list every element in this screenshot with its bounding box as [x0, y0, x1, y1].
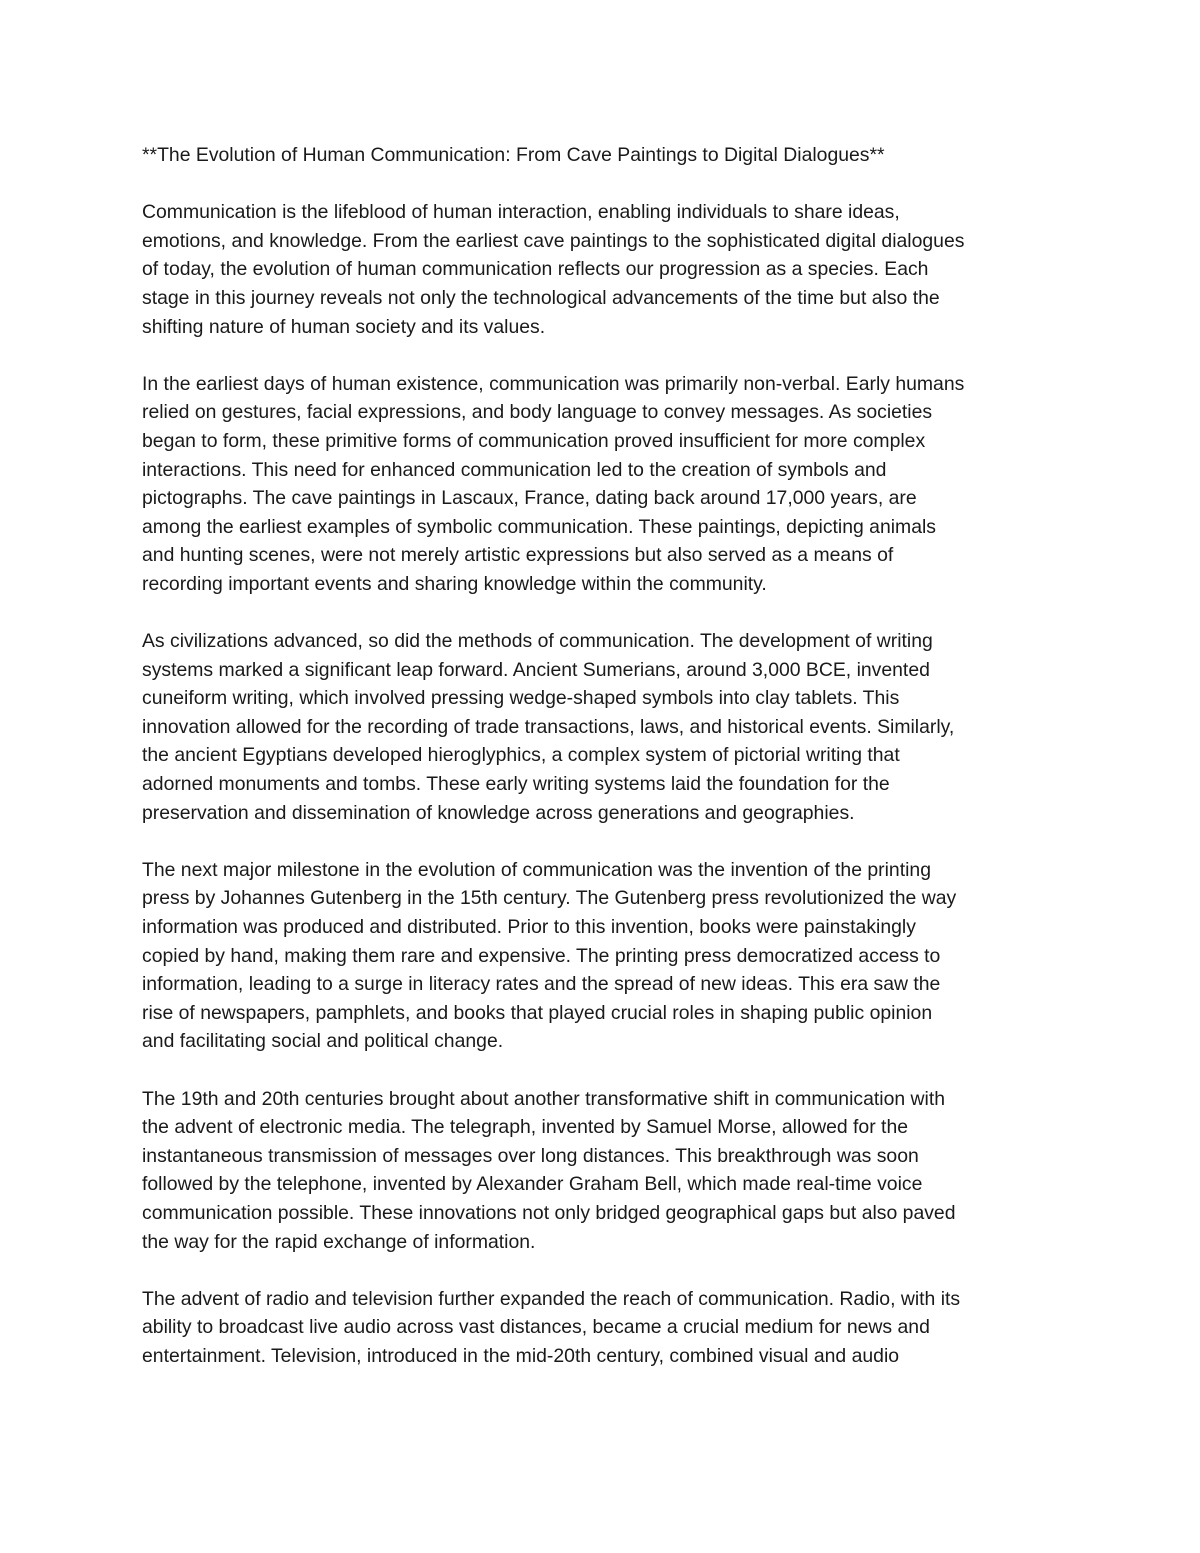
body-paragraph — [142, 198, 1062, 341]
body-paragraph — [142, 1085, 1062, 1257]
paragraph-line: emotions, and knowledge. From the earliest cave paintings to the sophisticated digital dialogues — [142, 229, 965, 252]
paragraph-line: followed by the telephone, invented by Alexander Graham Bell, which made real-time voice — [142, 1173, 923, 1196]
paragraph-line: preservation and dissemination of knowledge across generations and geographies. — [142, 801, 855, 824]
paragraph-line: entertainment. Television, introduced in the mid-20th century, combined visual and audio — [142, 1344, 900, 1367]
body-paragraph — [142, 370, 1062, 599]
paragraph-line: press by Johannes Gutenberg in the 15th century. The Gutenberg press revolutionized the way — [142, 887, 957, 910]
paragraph-line: interactions. This need for enhanced communication led to the creation of symbols and — [142, 458, 887, 481]
paragraph-line: adorned monuments and tombs. These early writing systems laid the foundation for the — [142, 773, 890, 796]
paragraph-line: pictographs. The cave paintings in Lascaux, France, dating back around 17,000 years, are — [142, 487, 917, 510]
body-paragraph — [142, 856, 1062, 1056]
paragraph-line: In the earliest days of human existence, communication was primarily non-verbal. Early humans — [142, 372, 965, 395]
paragraph-line: began to form, these primitive forms of communication proved insufficient for more complex — [142, 429, 926, 452]
paragraph-line: the advent of electronic media. The telegraph, invented by Samuel Morse, allowed for the — [142, 1116, 909, 1139]
body-paragraph — [142, 627, 1062, 827]
paragraph-line: The advent of radio and television further expanded the reach of communication. Radio, with its — [142, 1287, 961, 1310]
paragraph-line: and facilitating social and political change. — [142, 1030, 504, 1053]
paragraph-line: The next major milestone in the evolution of communication was the invention of the printing — [142, 858, 931, 881]
paragraph-line: innovation allowed for the recording of trade transactions, laws, and historical events. Similarly, — [142, 715, 955, 738]
paragraph-line: communication possible. These innovations not only bridged geographical gaps but also paved — [142, 1201, 956, 1224]
paragraph-line: ability to broadcast live audio across vast distances, became a crucial medium for news and — [142, 1316, 930, 1339]
paragraph-line: cuneiform writing, which involved pressing wedge-shaped symbols into clay tablets. This — [142, 687, 900, 710]
paragraph-line: the ancient Egyptians developed hieroglyphics, a complex system of pictorial writing that — [142, 744, 900, 767]
paragraph-line: relied on gestures, facial expressions, and body language to convey messages. As societies — [142, 401, 933, 424]
paragraph-line: shifting nature of human society and its values. — [142, 315, 546, 338]
paragraph-line: and hunting scenes, were not merely artistic expressions but also served as a means of — [142, 544, 894, 567]
paragraph-line: recording important events and sharing knowledge within the community. — [142, 572, 767, 595]
paragraph-line: the way for the rapid exchange of information. — [142, 1230, 536, 1253]
paragraph-line: rise of newspapers, pamphlets, and books that played crucial roles in shaping public opinion — [142, 1001, 933, 1024]
paragraph-line: instantaneous transmission of messages over long distances. This breakthrough was soon — [142, 1144, 919, 1167]
paragraph-line: information, leading to a surge in literacy rates and the spread of new ideas. This era saw the — [142, 973, 941, 996]
document-body — [142, 141, 1062, 1371]
paragraph-line: As civilizations advanced, so did the methods of communication. The development of writing — [142, 630, 933, 653]
paragraph-list — [142, 198, 1062, 1370]
paragraph-line: information was produced and distributed. Prior to this invention, books were painstakingly — [142, 916, 916, 939]
body-paragraph — [142, 1285, 1062, 1371]
paragraph-line: stage in this journey reveals not only the technological advancements of the time but also the — [142, 286, 940, 309]
paragraph-line: The 19th and 20th centuries brought about another transformative shift in communication with — [142, 1087, 946, 1110]
paragraph-line: copied by hand, making them rare and expensive. The printing press democratized access to — [142, 944, 941, 967]
document-title: **The Evolution of Human Communication: From Cave Paintings to Digital Dialogues** — [142, 144, 885, 166]
paragraph-line: systems marked a significant leap forward. Ancient Sumerians, around 3,000 BCE, invented — [142, 658, 930, 681]
paragraph-line: of today, the evolution of human communication reflects our progression as a species. Each — [142, 258, 929, 281]
paragraph-line: among the earliest examples of symbolic communication. These paintings, depicting animals — [142, 515, 936, 538]
paragraph-line: Communication is the lifeblood of human interaction, enabling individuals to share ideas, — [142, 201, 900, 224]
